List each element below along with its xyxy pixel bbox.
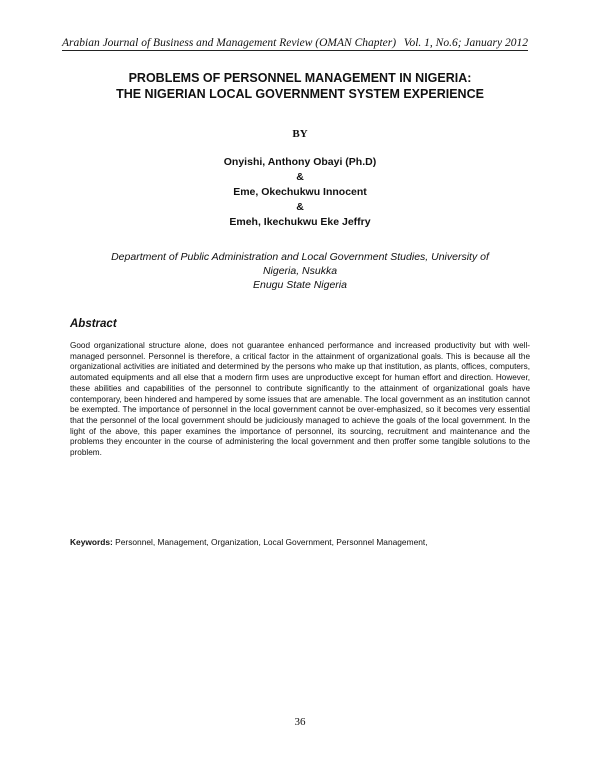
keywords-label: Keywords: — [70, 537, 113, 547]
journal-name: Arabian Journal of Business and Management Review (OMAN Chapter) — [62, 37, 397, 49]
author-separator-1: & — [296, 171, 304, 183]
keywords-text: Personnel, Management, Organization, Local Government, Personnel Management, — [115, 537, 428, 547]
by-label: BY — [292, 128, 308, 140]
paper-title — [40, 70, 560, 102]
affiliation-line-1: Department of Public Administration and Local Government Studies, University of — [111, 251, 489, 263]
affiliation-line-2: Nigeria, Nsukka — [262, 265, 338, 277]
author-list — [0, 155, 600, 230]
keywords — [70, 537, 540, 547]
running-head — [62, 37, 528, 51]
abstract-text: Good organizational structure alone, does not guarantee enhanced performance and increased productivity but with well-managed personnel. Personnel is therefore, a critical factor in the attainment of organizational goals. This is because all the organizational activities are initiated and determined by the persons who make up that institution, as plants, offices, computers, automated equipments and all else that a modern firm uses are unproductive except for human effort and direction. However, these abilities and capabilities of the personnel to contribute significantly to the attainment of organizational goals have contemporary, been hindered and hampered by some issues that are amenable. The local government as an institution cannot be exempted. The importance of personnel in the local government cannot be over-emphasized, so it becomes very essential that the personnel of the local government should be judiciously managed to achieve the goals of the local government. In the light of the above, this paper examines the importance of personnel, its sourcing, recruitment and maintenance and the problems they encounter in the course of administering the local government and then proffer some tangible solutions to the problem. — [70, 341, 530, 458]
title-line-1: PROBLEMS OF PERSONNEL MANAGEMENT IN NIGERIA: — [128, 71, 472, 85]
author-2: Eme, Okechukwu Innocent — [233, 186, 367, 198]
title-line-2: THE NIGERIAN LOCAL GOVERNMENT SYSTEM EXPERIENCE — [116, 87, 484, 101]
issue-info: Vol. 1, No.6; January 2012 — [403, 37, 528, 49]
author-separator-2: & — [296, 201, 304, 213]
affiliation — [70, 250, 530, 292]
page-number: 36 — [294, 716, 306, 728]
author-1: Onyishi, Anthony Obayi (Ph.D) — [223, 156, 377, 168]
author-3: Emeh, Ikechukwu Eke Jeffry — [229, 216, 371, 228]
abstract-heading: Abstract — [70, 318, 117, 330]
affiliation-line-3: Enugu State Nigeria — [253, 279, 347, 291]
